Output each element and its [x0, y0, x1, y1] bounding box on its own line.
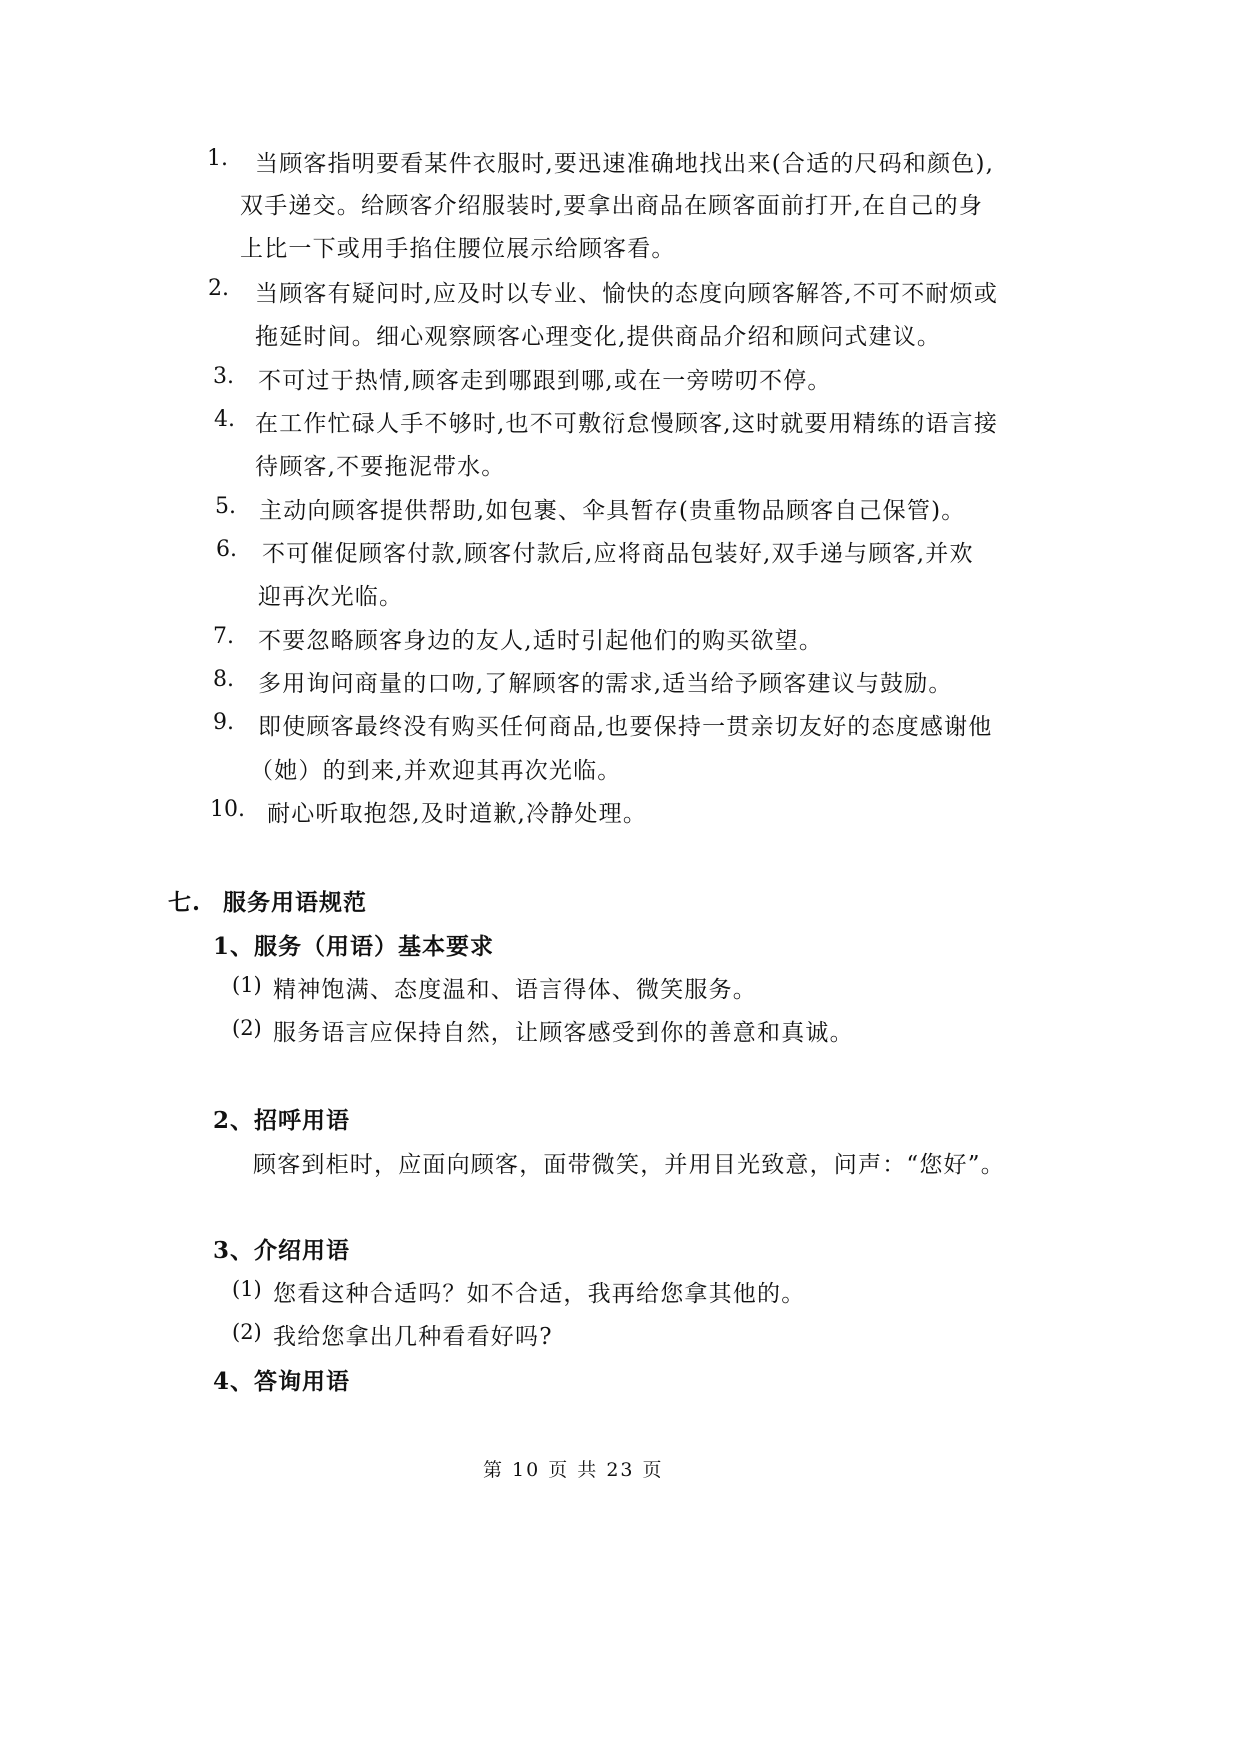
- list-item-text: 拖延时间。细心观察顾客心理变化,提供商品介绍和顾问式建议。: [255, 324, 942, 350]
- point-number: (1): [232, 973, 262, 997]
- list-item-text: 多用询问商量的口吻,了解顾客的需求,适当给予顾客建议与鼓励。: [258, 671, 953, 697]
- point-text: 我给您拿出几种看看好吗?: [273, 1324, 553, 1350]
- list-item-text: 在工作忙碌人手不够时,也不可敷衍怠慢顾客,这时就要用精练的语言接: [255, 411, 999, 437]
- list-item-text: 不要忽略顾客身边的友人,适时引起他们的购买欲望。: [258, 628, 824, 654]
- list-item-number: 2.: [208, 276, 229, 301]
- page-footer: 第 10 页 共 23 页: [483, 1459, 664, 1481]
- list-item-number: 4.: [214, 407, 235, 432]
- list-item-number: 1.: [207, 146, 228, 171]
- list-item-text: 上比一下或用手掐住腰位展示给顾客看。: [240, 236, 676, 262]
- list-item-text: 不可过于热情,顾客走到哪跟到哪,或在一旁唠叨不停。: [258, 368, 832, 394]
- subsection-title: 3、介绍用语: [213, 1237, 351, 1264]
- list-item-number: 8.: [213, 667, 234, 692]
- list-item-text: 主动向顾客提供帮助,如包裹、伞具暂存(贵重物品顾客自己保管)。: [259, 498, 966, 524]
- greeting-text: 顾客到柜时，应面向顾客，面带微笑，并用目光致意，问声：“您好”。: [253, 1152, 1005, 1178]
- list-item-number: 5.: [215, 494, 236, 519]
- section-number: 七.: [168, 889, 202, 916]
- list-item-number: 9.: [213, 710, 234, 735]
- list-item-text: 当顾客有疑问时,应及时以专业、愉快的态度向顾客解答,不可不耐烦或: [255, 281, 999, 307]
- list-item-text: （她）的到来,并欢迎其再次光临。: [250, 758, 622, 784]
- subsection-title: 2、招呼用语: [213, 1107, 351, 1134]
- list-item-number: 10.: [210, 797, 245, 822]
- point-text: 您看这种合适吗？如不合适，我再给您拿其他的。: [273, 1281, 806, 1307]
- list-item-text: 当顾客指明要看某件衣服时,要迅速准确地找出来(合适的尺码和颜色),: [255, 151, 995, 177]
- section-title: 服务用语规范: [223, 889, 367, 916]
- point-text: 服务语言应保持自然，让顾客感受到你的善意和真诚。: [273, 1020, 854, 1046]
- list-item-text: 不可催促顾客付款,顾客付款后,应将商品包装好,双手递与顾客,并欢: [262, 541, 974, 567]
- list-item-text: 迎再次光临。: [258, 584, 404, 610]
- point-number: (1): [232, 1277, 262, 1301]
- subsection-title: 4、答询用语: [213, 1368, 351, 1395]
- list-item-number: 7.: [213, 624, 234, 649]
- subsection-title: 1、服务（用语）基本要求: [213, 933, 495, 960]
- list-item-text: 待顾客,不要拖泥带水。: [255, 454, 506, 480]
- list-item-number: 6.: [216, 537, 237, 562]
- list-item-text: 耐心听取抱怨,及时道歉,冷静处理。: [267, 801, 648, 827]
- list-item-text: 双手递交。给顾客介绍服装时,要拿出商品在顾客面前打开,在自己的身: [240, 193, 984, 219]
- point-number: (2): [232, 1016, 262, 1040]
- list-item-number: 3.: [213, 364, 234, 389]
- point-text: 精神饱满、态度温和、语言得体、微笑服务。: [273, 977, 757, 1003]
- point-number: (2): [232, 1320, 262, 1344]
- list-item-text: 即使顾客最终没有购买任何商品,也要保持一贯亲切友好的态度感谢他: [258, 714, 993, 740]
